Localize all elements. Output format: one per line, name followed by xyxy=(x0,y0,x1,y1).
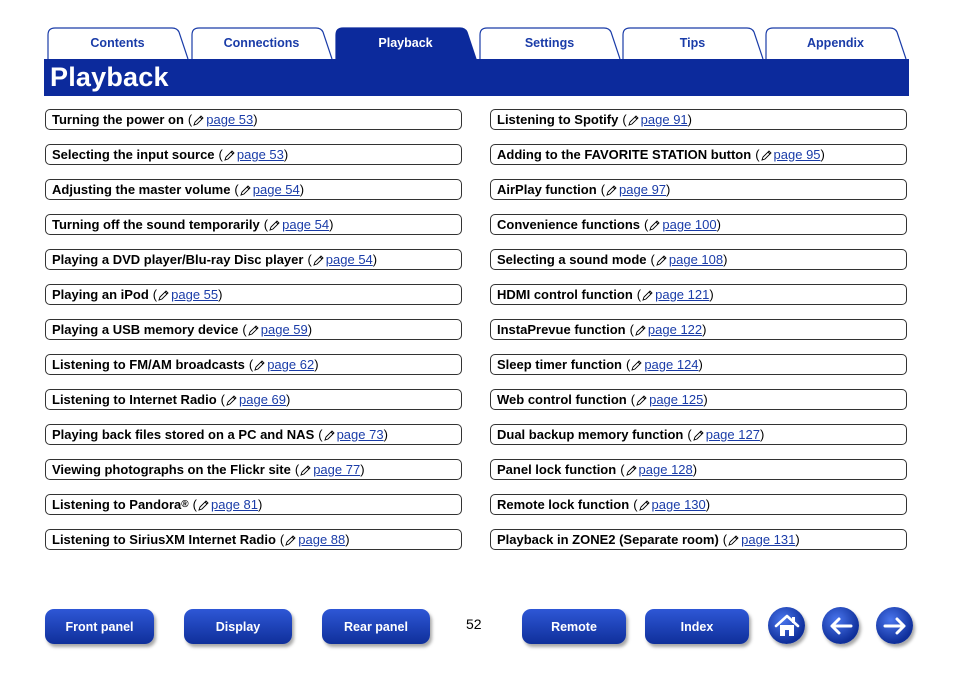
pencil-icon xyxy=(300,464,312,476)
tab-connections[interactable] xyxy=(190,27,333,59)
link-title: InstaPrevue function xyxy=(497,322,626,337)
tab-label: Appendix xyxy=(807,36,864,50)
page-reference: ( page 127) xyxy=(687,427,765,442)
page-title: Playback xyxy=(50,62,169,92)
link-item[interactable] xyxy=(490,109,907,130)
tab-label: Settings xyxy=(524,36,575,50)
pencil-icon xyxy=(285,534,297,546)
link-item[interactable] xyxy=(45,389,462,410)
page-reference: ( page 55) xyxy=(152,287,223,302)
link-item[interactable] xyxy=(490,459,907,480)
page-reference: ( page 88) xyxy=(279,532,350,547)
page-reference: ( page 54) xyxy=(307,252,378,267)
page-reference: ( page 124) xyxy=(625,357,703,372)
registered-mark: ® xyxy=(181,499,189,510)
page-link[interactable]: page 130 xyxy=(651,497,706,512)
page-reference: ( page 128) xyxy=(620,462,698,477)
pencil-icon xyxy=(693,429,705,441)
link-title: Listening to Pandora xyxy=(52,497,182,512)
page-link[interactable]: page 73 xyxy=(336,427,384,442)
pencil-icon xyxy=(198,499,210,511)
link-item[interactable] xyxy=(490,179,907,200)
link-item[interactable] xyxy=(45,249,462,270)
pencil-icon xyxy=(631,359,643,371)
home-button[interactable] xyxy=(768,607,805,644)
page-reference: ( page 125) xyxy=(630,392,708,407)
link-item[interactable] xyxy=(45,109,462,130)
pencil-icon xyxy=(313,254,325,266)
home-icon xyxy=(773,612,801,640)
page-reference: ( page 100) xyxy=(644,217,721,232)
link-title: AirPlay function xyxy=(497,182,597,197)
page-reference: ( page 130) xyxy=(633,497,711,512)
page-link[interactable]: page 54 xyxy=(325,252,373,267)
forward-button[interactable] xyxy=(876,607,913,644)
remote-button[interactable] xyxy=(522,609,626,644)
link-item[interactable] xyxy=(490,389,907,410)
link-title: Playing back files stored on a PC and NAS xyxy=(52,427,315,442)
link-item[interactable] xyxy=(45,179,462,200)
link-item[interactable] xyxy=(45,459,462,480)
tab-label: Playback xyxy=(378,36,433,50)
index-label: Index xyxy=(680,619,714,634)
page-link[interactable]: page 59 xyxy=(260,322,308,337)
link-item[interactable] xyxy=(490,214,907,235)
link-item[interactable] xyxy=(45,144,462,165)
pencil-icon xyxy=(639,499,651,511)
page-link[interactable]: page 53 xyxy=(236,147,284,162)
link-title: Panel lock function xyxy=(497,462,617,477)
page-reference: ( page 77) xyxy=(294,462,365,477)
link-title: HDMI control function xyxy=(497,287,633,302)
link-title: Turning the power on xyxy=(52,112,184,127)
link-title: Adjusting the master volume xyxy=(52,182,231,197)
page-link[interactable]: page 121 xyxy=(655,287,710,302)
page-number: 52 xyxy=(466,616,482,632)
link-title: Convenience functions xyxy=(497,217,641,232)
page-reference: ( page 54) xyxy=(234,182,305,197)
link-title: Playing a USB memory device xyxy=(52,322,239,337)
page-link[interactable]: page 127 xyxy=(705,427,760,442)
tab-playback[interactable] xyxy=(334,27,477,59)
tab-label: Tips xyxy=(679,36,706,50)
page-link[interactable]: page 54 xyxy=(252,182,300,197)
pencil-icon xyxy=(626,464,638,476)
page-link[interactable]: page 125 xyxy=(649,392,704,407)
page-reference: ( page 54) xyxy=(263,217,334,232)
page-link[interactable]: page 100 xyxy=(662,217,717,232)
page-link[interactable]: page 54 xyxy=(282,217,330,232)
pencil-icon xyxy=(240,184,252,196)
pencil-icon xyxy=(728,534,740,546)
link-item[interactable] xyxy=(490,494,907,515)
page-reference: ( page 108) xyxy=(650,252,728,267)
page-link[interactable]: page 97 xyxy=(619,182,667,197)
link-item[interactable] xyxy=(45,284,462,305)
tab-appendix[interactable] xyxy=(764,27,907,59)
tab-tips[interactable] xyxy=(621,27,764,59)
pencil-icon xyxy=(636,394,648,406)
back-button[interactable] xyxy=(822,607,859,644)
link-title: Viewing photographs on the Flickr site xyxy=(52,462,291,477)
link-title: Listening to Internet Radio xyxy=(52,392,217,407)
arrow-right-icon xyxy=(881,612,909,640)
page-reference: ( page 97) xyxy=(600,182,671,197)
front-panel-button[interactable] xyxy=(45,609,154,644)
link-item[interactable] xyxy=(490,144,907,165)
link-item[interactable] xyxy=(490,354,907,375)
pencil-icon xyxy=(656,254,668,266)
pencil-icon xyxy=(649,219,661,231)
pencil-icon xyxy=(158,289,170,301)
page-link[interactable]: page 88 xyxy=(298,532,346,547)
front-panel-label: Front panel xyxy=(65,619,134,634)
rear-panel-label: Rear panel xyxy=(344,619,408,634)
pencil-icon xyxy=(269,219,281,231)
page-reference: ( page 91) xyxy=(622,112,693,127)
pencil-icon xyxy=(642,289,654,301)
link-item[interactable] xyxy=(45,319,462,340)
link-item[interactable] xyxy=(490,249,907,270)
link-item[interactable] xyxy=(45,354,462,375)
link-item[interactable] xyxy=(45,424,462,445)
page-reference: ( page 73) xyxy=(318,427,388,442)
tab-label: Contents xyxy=(90,36,145,50)
pencil-icon xyxy=(226,394,238,406)
pencil-icon xyxy=(224,149,236,161)
rear-panel-button[interactable] xyxy=(322,609,430,644)
link-item[interactable] xyxy=(45,529,462,550)
link-title: Sleep timer function xyxy=(497,357,622,372)
page-link[interactable]: page 108 xyxy=(668,252,724,267)
pencil-icon xyxy=(248,324,260,336)
link-title: Turning off the sound temporarily xyxy=(52,217,260,232)
link-title: Listening to FM/AM broadcasts xyxy=(52,357,245,372)
page-link[interactable]: page 53 xyxy=(206,112,254,127)
link-title: Dual backup memory function xyxy=(497,427,684,442)
link-title: Adding to the FAVORITE STATION button xyxy=(497,147,752,162)
arrow-left-icon xyxy=(827,612,855,640)
page-link[interactable]: page 128 xyxy=(638,462,693,477)
page-link[interactable]: page 91 xyxy=(640,112,688,127)
page-reference: ( page 53) xyxy=(187,112,258,127)
page-link[interactable]: page 69 xyxy=(239,392,287,407)
link-title: Selecting the input source xyxy=(52,147,215,162)
page-reference: ( page 131) xyxy=(722,532,800,547)
page-reference: ( page 95) xyxy=(755,147,825,162)
link-item[interactable] xyxy=(45,494,462,515)
pencil-icon xyxy=(761,149,773,161)
page-link[interactable]: page 95 xyxy=(773,147,821,162)
pencil-icon xyxy=(606,184,618,196)
page-reference: ( page 69) xyxy=(220,392,291,407)
page-reference: ( page 81) xyxy=(192,497,263,512)
page-reference: ( page 121) xyxy=(636,287,714,302)
pencil-icon xyxy=(254,359,266,371)
link-title: Selecting a sound mode xyxy=(497,252,647,267)
page-header xyxy=(44,59,909,96)
link-title: Web control function xyxy=(497,392,627,407)
page-reference: ( page 122) xyxy=(629,322,707,337)
page-link[interactable]: page 81 xyxy=(211,497,259,512)
link-title: Playing a DVD player/Blu-ray Disc player xyxy=(52,252,304,267)
tab-settings[interactable] xyxy=(478,27,621,59)
page-reference: ( page 53) xyxy=(218,147,289,162)
link-title: Remote lock function xyxy=(497,497,630,512)
index-button[interactable] xyxy=(645,609,749,644)
page-link[interactable]: page 62 xyxy=(267,357,315,372)
pencil-icon xyxy=(628,114,640,126)
link-title: Playback in ZONE2 (Separate room) xyxy=(497,532,719,547)
link-item[interactable] xyxy=(490,424,907,445)
display-label: Display xyxy=(215,619,261,634)
tab-contents[interactable] xyxy=(46,27,189,59)
page-link[interactable]: page 77 xyxy=(313,462,361,477)
link-item[interactable] xyxy=(490,284,907,305)
link-item[interactable] xyxy=(45,214,462,235)
page-link[interactable]: page 55 xyxy=(171,287,219,302)
link-item[interactable] xyxy=(490,529,907,550)
link-title: Playing an iPod xyxy=(52,287,149,302)
tab-bar xyxy=(46,27,908,59)
pencil-icon xyxy=(193,114,205,126)
display-button[interactable] xyxy=(184,609,292,644)
remote-label: Remote xyxy=(551,619,597,634)
page-reference: ( page 62) xyxy=(248,357,319,372)
page-link[interactable]: page 131 xyxy=(741,532,796,547)
page-link[interactable]: page 124 xyxy=(644,357,699,372)
link-item[interactable] xyxy=(490,319,907,340)
link-title: Listening to SiriusXM Internet Radio xyxy=(52,532,276,547)
page-link[interactable]: page 122 xyxy=(647,322,703,337)
link-title: Listening to Spotify xyxy=(497,112,619,127)
tab-label: Connections xyxy=(223,36,300,50)
page-reference: ( page 59) xyxy=(242,322,313,337)
pencil-icon xyxy=(635,324,647,336)
pencil-icon xyxy=(324,429,336,441)
